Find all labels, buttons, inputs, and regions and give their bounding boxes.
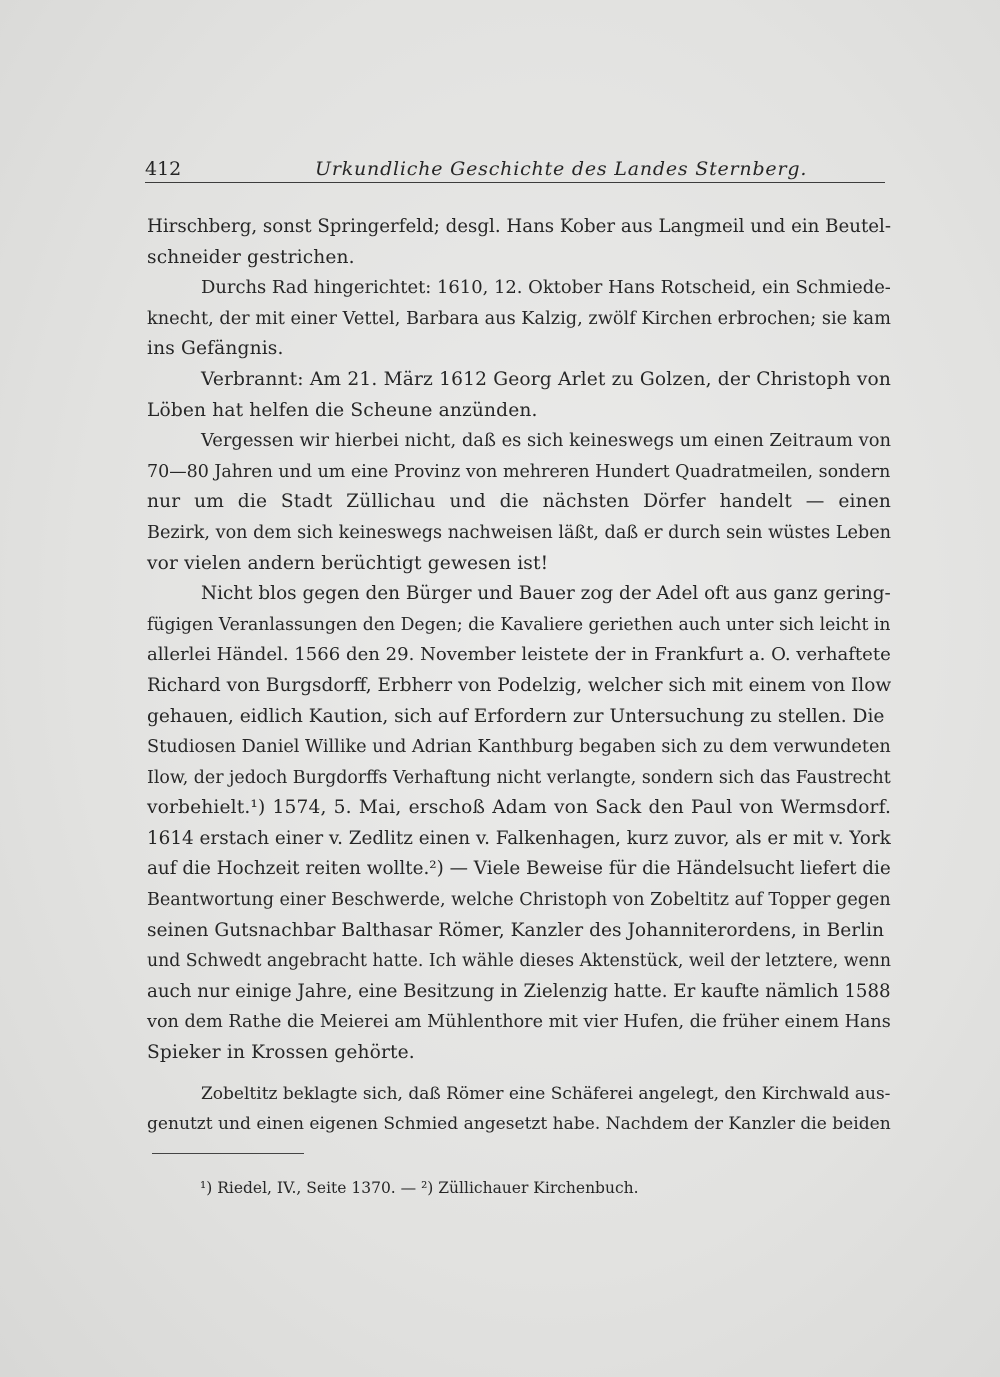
text-line: 1614 erstach einer v. Zedlitz einen v. Falkenhagen, kurz zuvor, als er mit v. York	[147, 827, 891, 849]
body-text	[147, 212, 891, 1140]
text-line: Richard von Burgsdorff, Erbherr von Podelzig, welcher sich mit einem von Ilow	[147, 674, 892, 696]
text-line: nur um die Stadt Züllichau und die nächsten Dörfer handelt — einen	[147, 491, 891, 513]
text-line: fügigen Veranlassungen den Degen; die Kavaliere geriethen auch unter sich leicht in	[147, 614, 891, 635]
text-line: Hirschberg, sonst Springerfeld; desgl. Hans Kober aus Langmeil und ein Beutel-	[147, 216, 892, 237]
text-line: auf die Hochzeit reiten wollte.²) — Viele Beweise für die Händelsucht liefert die	[147, 858, 891, 880]
paragraph-start-line: Zobeltitz beklagte sich, daß Römer eine Schäferei angelegt, den Kirchwald aus-	[201, 1083, 891, 1104]
text-line: Spieker in Krossen gehörte.	[147, 1042, 415, 1064]
text-line: gehauen, eidlich Kaution, sich auf Erfordern zur Untersuchung zu stellen. Die	[147, 705, 885, 727]
paragraph-start-line: Nicht blos gegen den Bürger und Bauer zog der Adel oft aus ganz gering-	[201, 583, 891, 605]
text-line: vor vielen andern berüchtigt gewesen ist!	[147, 552, 549, 574]
running-title: Urkundliche Geschichte des Landes Sternberg.	[315, 158, 808, 180]
text-line: knecht, der mit einer Vettel, Barbara aus Kalzig, zwölf Kirchen erbrochen; sie kam	[147, 308, 891, 329]
text-line: allerlei Händel. 1566 den 29. November leistete der in Frankfurt a. O. verhaftete	[147, 644, 891, 666]
footnote-rule	[152, 1153, 304, 1154]
page-header	[145, 155, 885, 185]
paragraph-start-line: Verbrannt: Am 21. März 1612 Georg Arlet zu Golzen, der Christoph von	[201, 368, 891, 390]
page-number: 412	[145, 158, 182, 180]
text-line: Studiosen Daniel Willike und Adrian Kanthburg begaben sich zu dem verwundeten	[147, 737, 891, 758]
text-line: Bezirk, von dem sich keineswegs nachweisen läßt, daß er durch sein wüstes Leben	[147, 522, 891, 543]
text-line: seinen Gutsnachbar Balthasar Römer, Kanzler des Johanniterordens, in Berlin	[147, 919, 884, 941]
paragraph-start-line: Vergessen wir hierbei nicht, daß es sich keineswegs um einen Zeitraum von	[201, 430, 892, 452]
text-line: schneider gestrichen.	[147, 246, 355, 268]
text-line: ins Gefängnis.	[147, 338, 284, 360]
text-line: vorbehielt.¹) 1574, 5. Mai, erschoß Adam von Sack den Paul von Wermsdorf.	[147, 797, 891, 819]
footnote: ¹) Riedel, IV., Seite 1370. — ²) Züllichauer Kirchenbuch.	[200, 1179, 639, 1197]
paragraph-start-line: Durchs Rad hingerichtet: 1610, 12. Oktober Hans Rotscheid, ein Schmiede-	[201, 277, 891, 299]
text-line: 70—80 Jahren und um eine Provinz von mehreren Hundert Quadratmeilen, sondern	[147, 461, 891, 482]
text-line: von dem Rathe die Meierei am Mühlenthore mit vier Hufen, die früher einem Hans	[147, 1012, 891, 1033]
text-line: Beantwortung einer Beschwerde, welche Christoph von Zobeltitz auf Topper gegen	[147, 890, 891, 911]
header-rule	[145, 182, 885, 183]
text-line: und Schwedt angebracht hatte. Ich wähle dieses Aktenstück, weil der letztere, wenn	[147, 951, 891, 972]
text-line: auch nur einige Jahre, eine Besitzung in Zielenzig hatte. Er kaufte nämlich 1588	[147, 980, 891, 1002]
text-line: genutzt und einen eigenen Schmied angesetzt habe. Nachdem der Kanzler die beiden	[147, 1114, 891, 1135]
text-line: Löben hat helfen die Scheune anzünden.	[147, 399, 538, 421]
text-line: Ilow, der jedoch Burgdorffs Verhaftung nicht verlangte, sondern sich das Faustrecht	[147, 767, 891, 788]
paragraph-gap	[147, 1069, 891, 1079]
